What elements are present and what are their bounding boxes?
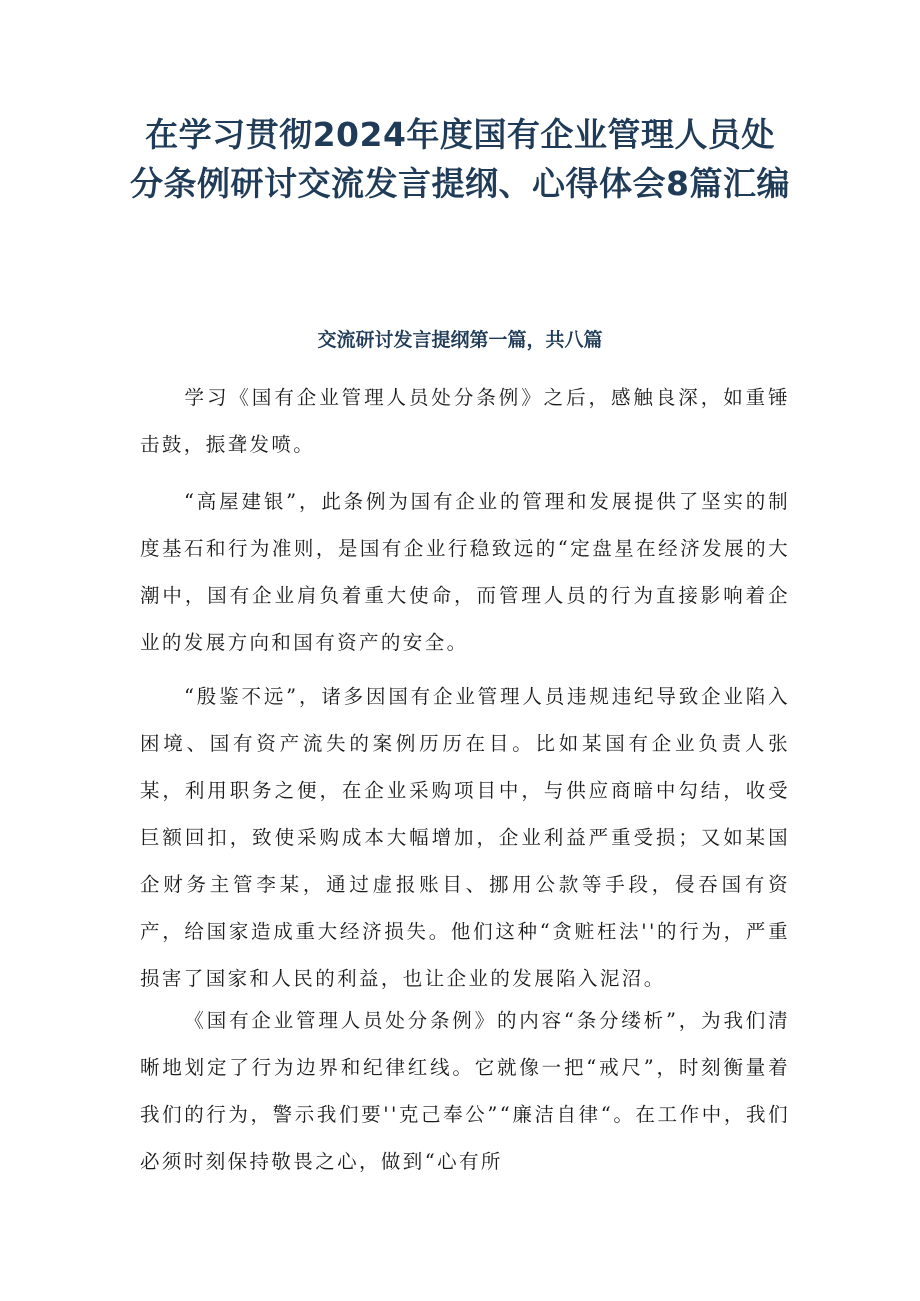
paragraph-text: 学习《国有企业管理人员处分条例》之后，感触良深，如重锤击鼓，振聋发喷。 <box>140 386 790 456</box>
paragraph-4 <box>140 997 790 1185</box>
paragraph-2 <box>140 478 790 666</box>
paragraph-text: “殷鉴不远”，诸多因国有企业管理人员违规违纪导致企业陷入困境、国有资产流失的案例历历在目。比如某国有企业负责人张某，利用职务之便，在企业采购项目中，与供应商暗中勾结，收受巨额回扣，致使采购成本大幅增加，企业利益严重受损；又如某国企财务主管李某，通过虚报账目、挪用公款等手段，侵吞国有资产，给国家造成重大经济损失。他们这种“贪赃枉法''的行为，严重损害了国家和人民的利益，也让企业的发展陷入泥沼。 <box>140 685 790 990</box>
paragraph-text: 《国有企业管理人员处分条例》的内容“条分缕析”，为我们清晰地划定了行为边界和纪律红线。它就像一把“戒尺”，时刻衡量着我们的行为，警示我们要''克己奉公”“廉洁自律“。在工作中，我们必须时刻保持敬畏之心，做到“心有所 <box>140 1009 790 1173</box>
paragraph-1 <box>140 374 790 468</box>
section-heading: 交流研讨发言提纲第一篇，共八篇 <box>317 329 603 351</box>
paragraph-3 <box>140 673 790 1002</box>
paragraph-text: “高屋建银”，此条例为国有企业的管理和发展提供了坚实的制度基石和行为准则，是国有企业行稳致远的“定盘星在经济发展的大潮中，国有企业肩负着重大使命，而管理人员的行为直接影响着企业的发展方向和国有资产的安全。 <box>140 490 790 654</box>
document-title: 在学习贯彻2024年度国有企业管理人员处分条例研讨交流发言提纲、心得体会8篇汇编 <box>130 115 790 203</box>
